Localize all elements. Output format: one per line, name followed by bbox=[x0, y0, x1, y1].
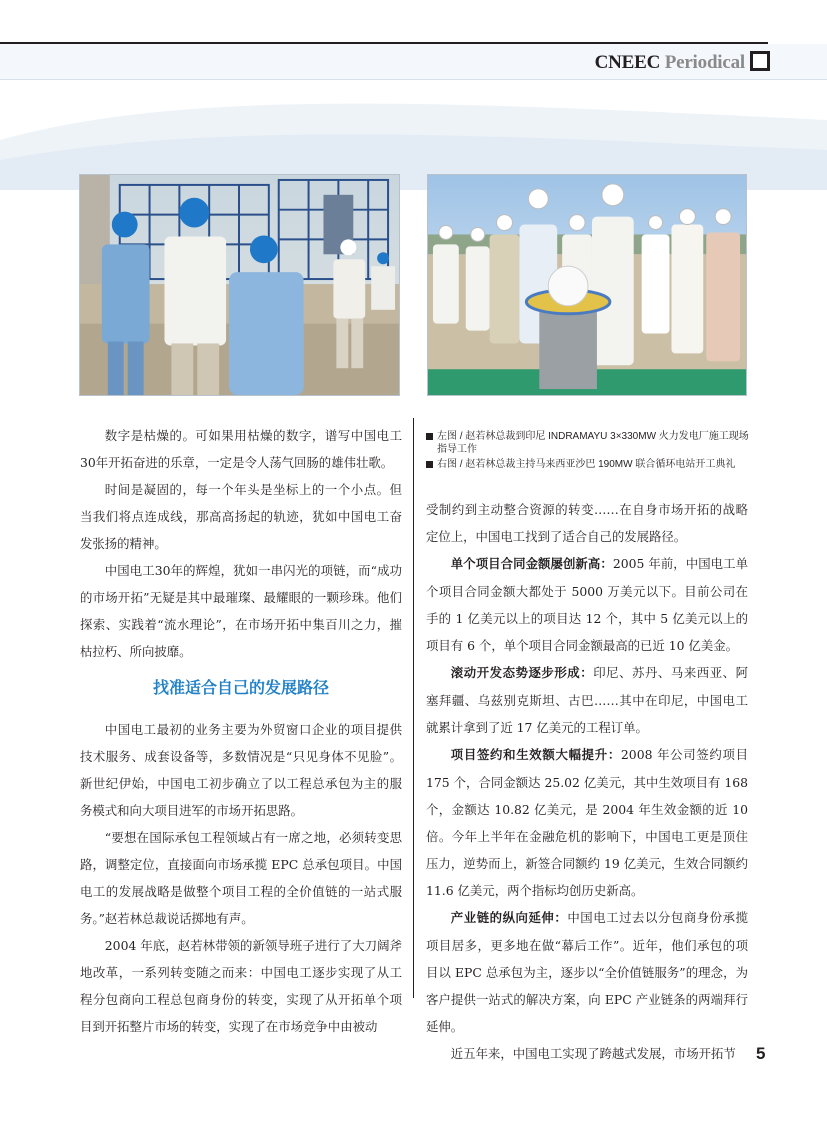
paragraph-body: 2005 年前，中国电工单个项目合同金额大都处于 5000 万美元以下。目前公司在手的 1 亿美元以上的项目达 12 个，其中 5 亿美元以上的项目有 6 个，单个项目合同金额最高的已近 10 亿美金。 bbox=[426, 556, 749, 653]
photo-construction-site bbox=[79, 174, 400, 396]
column-divider bbox=[413, 418, 414, 998]
paragraph: 中国电工最初的业务主要为外贸窗口企业的项目提供技术服务、成套设备等，多数情况是“只见身体不见脸”。新世纪伊始，中国电工初步确立了以工程总承包为主的服务模式和向大项目进军的市场开拓思路。 bbox=[80, 722, 402, 818]
square-bullet-icon bbox=[426, 433, 433, 440]
paragraph bbox=[426, 550, 748, 659]
paragraph-lead: 项目签约和生效额大幅提升： bbox=[450, 748, 621, 762]
square-bullet-icon bbox=[426, 461, 433, 468]
paragraph: “要想在国际承包工程领域占有一席之地，必须转变思路，调整定位，直接面向市场承揽 EPC 总承包项目。中国电工的发展战略是做整个项目工程的全价值链的一站式服务。”赵若林总裁说话掷地有声。 bbox=[80, 830, 402, 926]
paragraph: 时间是凝固的，每一个年头是坐标上的一个小点。但当我们将点连成线，那高高扬起的轨迹，犹如中国电工奋发张扬的精神。 bbox=[80, 482, 402, 551]
paragraph-body: 中国电工过去以分包商身份承揽项目居多，更多地在做“幕后工作”。近年，他们承包的项目以 EPC 总承包为主，逐步以“全价值链服务”的理念，为客户提供一站式的解决方案，向 EPC 产业链条的两端拜行延伸。 bbox=[426, 910, 749, 1034]
ceremony-image bbox=[428, 175, 746, 395]
photo-groundbreaking-ceremony bbox=[427, 174, 747, 396]
paragraph: 中国电工30年的辉煌，犹如一串闪光的项链，而“成功的市场开拓”无疑是其中最璀璨、最耀眼的一颗珍珠。他们探索、实践着“流水理论”，在市场开拓中集百川之力，摧枯拉朽、所向披靡。 bbox=[80, 563, 402, 659]
masthead-brand: CNEEC bbox=[594, 52, 661, 73]
paragraph: 近五年来，中国电工实现了跨越式发展，市场开拓节 bbox=[450, 1046, 736, 1061]
caption-text: 右图 / 赵若林总裁主持马来西亚沙巴 190MW 联合循环电站开工典礼 bbox=[437, 459, 736, 470]
paragraph bbox=[426, 659, 748, 741]
paragraph-body: 2008 年公司签约项目 175 个，合同金额达 25.02 亿美元，其中生效项目有 168 个，金额达 10.82 亿美元，是 2004 年生效金额的近 10 倍。今年上半年在金融危机的影响下，中国电工更是顶住压力，逆势而上，新签合同额约 19 亿美元，生效合同额约 11.6 亿美元，两个指标均创历史新高。 bbox=[426, 747, 748, 898]
paragraph bbox=[426, 904, 748, 1040]
paragraph-body: 印尼、苏丹、马来西亚、阿塞拜疆、乌兹别克斯坦、古巴……其中在印尼，中国电工就累计拿到了近 17 亿美元的工程订单。 bbox=[426, 665, 748, 735]
caption-text: 左图 / 赵若林总裁到印尼 INDRAMAYU 3×330MW 火力发电厂施工现场指导工作 bbox=[437, 431, 749, 455]
masthead-box-icon bbox=[750, 51, 770, 71]
paragraph-lead: 产业链的纵向延伸： bbox=[450, 911, 568, 925]
paragraph-lead: 滚动开发态势逐步形成： bbox=[450, 666, 594, 680]
masthead-sub: Periodical bbox=[664, 52, 745, 73]
page-number: 5 bbox=[756, 1044, 766, 1063]
article-left-column bbox=[80, 422, 402, 1040]
article-right-column bbox=[426, 496, 748, 1067]
caption-left-photo bbox=[426, 430, 751, 456]
masthead bbox=[595, 52, 745, 74]
caption-right-photo bbox=[426, 458, 751, 471]
paragraph-lead: 单个项目合同金额屡创新高： bbox=[450, 557, 613, 571]
paragraph bbox=[426, 741, 748, 904]
construction-site-image bbox=[80, 175, 399, 395]
paragraph: 受制约到主动整合资源的转变……在自身市场开拓的战略定位上，中国电工找到了适合自己的发展路径。 bbox=[426, 502, 748, 544]
paragraph: 数字是枯燥的。可如果用枯燥的数字，谱写中国电工30年开拓奋进的乐章，一定是令人荡气回肠的雄伟壮歌。 bbox=[80, 428, 402, 470]
paragraph: 2004 年底，赵若林带领的新领导班子进行了大刀阔斧地改革，一系列转变随之而来：中国电工逐步实现了从工程分包商向工程总包商身份的转变，实现了从开拓单个项目到开拓整片市场的转变，实现了在市场竞争中由被动 bbox=[80, 938, 402, 1034]
section-heading: 找准适合自己的发展路径 bbox=[152, 680, 329, 697]
photo-captions bbox=[426, 430, 751, 473]
